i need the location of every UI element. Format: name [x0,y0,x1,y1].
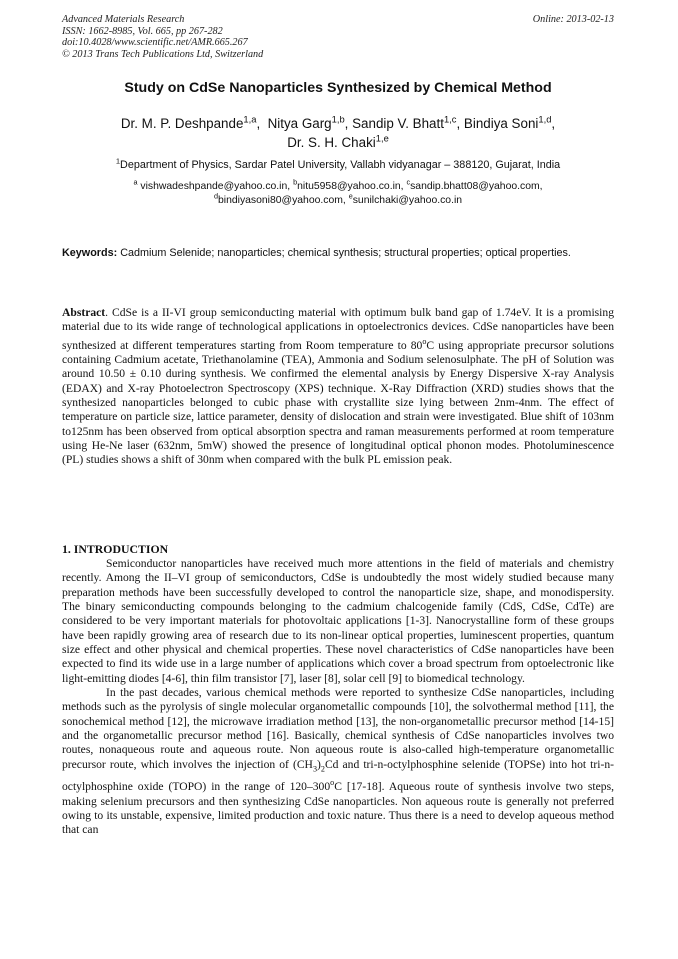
author-name: Dr. S. H. Chaki [287,135,376,150]
keywords-text: Cadmium Selenide; nanoparticles; chemical synthesis; structural properties; optical properties. [120,247,571,259]
abstract [62,306,614,468]
paragraph: Semiconductor nanoparticles have received much more attentions in the field of materials and chemistry recently. Among the II–VI group of semiconductors, CdSe is undoubtedly the most widely studied because many preparation methods have been successfully developed to control the nanoparticle size, shape, and monodispersity. The binary semiconducting compounds belonging to the cadmium chalcogenide family (CdS, CdSe, CdTe) are considered to be very important materials for photovoltaic applications [1-3]. Nanocrystalline form of these groups have been rapidly growing area of research due to its non-linear optical properties, luminescent properties, quantum size effect and other physical and chemical properties. These novel characteristics of CdSe nanoparticles have been expected to find its wide use in a large number of applications which cover a broad spectrum from optoelectronic like light-emitting diodes [4-6], thin film transistor [7], laser [8], solar cell [9] to biomedical technology. [62,557,614,685]
email-list: $^a$ vishwadeshpande@yahoo.co.in, $^b$nitu5958@yahoo.co.in, $^c$sandip.bhatt08@yahoo.com, $^d$bindiyasoni80@yahoo.com, $^e$sunilchaki@yahoo.co.in [133,177,543,206]
email-address: nitu5958@yahoo.co.in [297,181,401,192]
affiliation-text: Department of Physics, Sardar Patel University, Vallabh vidyanagar – 388120, Gujarat, India [120,159,561,171]
abstract-text-2: C using appropriate precursor solutions containing Cadmium acetate, Triethanolamine (TEA), Ammonia and Sodium selenosulphate. The pH of Solution was around 10.50 ± 0.10 during synthesis. We confirmed the elemental analysis by Energy Dispersive X-ray Analysis (EDAX) and X-ray Photoelectron Spectroscopy (XPS) technique. X-Ray Diffraction (XRD) studies shows that the synthesized nanoparticles belonged to cubic phase with crystallite size lying between 2nm-4nm. The effect of temperature on particle size, lattice parameter, density of dislocation and strain were investigated. Blue shift of 103nm to125nm has been observed from optical absorption spectra and raman measurements performed at room temperature using He-Ne laser (632nm, 5mW) showed the presence of longitudinal optical phonon modes. Photoluminescence (PL) studies shows a shift of 30nm when compared with the bulk PL emission peak. [62,338,615,467]
section-heading: 1. INTRODUCTION [62,542,169,556]
email-address: sandip.bhatt08@yahoo.com [410,181,540,192]
journal-doi: doi:10.4028/www.scientific.net/AMR.665.267 [62,37,248,49]
author-sup: 1,c [443,114,457,125]
keywords-label: Keywords: [62,247,118,259]
email-sup: d [213,191,218,201]
subscript: 2 [320,764,325,774]
paragraph-text: In the past decades, various chemical methods were reported to synthesize CdSe nanoparticles, including methods such as the pyrolysis of single molecular organometallic compounds [10], the solvothermal method [11], the sonochemical method [12], the microwave irradiation method [13], the non-organometallic precursor method [14-15] and the organometallic precursor method [16]. Basically, chemical synthesis of CdSe nanoparticles involves two routes, nonaqueous route and aqueous route. Non aqueous route is also-called high-temperature organometallic precursor route, which involves the injection of (CH [62,686,614,771]
journal-issn: ISSN: 1662-8985, Vol. 665, pp 267-282 [62,25,223,37]
email-sup: e [348,191,353,201]
affiliation [62,156,614,171]
email-sup: c [406,177,411,187]
author-name: Sandip V. Bhatt [352,116,444,131]
paper-title: Study on CdSe Nanoparticles Synthesized by Chemical Method [124,80,552,96]
keywords [62,246,614,260]
author-sup: 1,e [375,133,389,144]
journal-header [62,14,263,60]
paragraph [62,686,614,838]
abstract-text-1: . CdSe is a II-VI group semiconducting material with optimum bulk band gap of 1.74eV. It is a promising material due to its wide range of technological applications in optoelectronics devices. CdSe nanoparticles have been synthesized at different temperatures starting from Room temperature to 80 [62,306,614,352]
email-sup: a [133,177,138,187]
author-sup: 1,d [538,114,552,125]
online-date: Online: 2013-02-13 [532,14,614,25]
email-address: vishwadeshpande@yahoo.co.in [140,181,288,192]
author-name: Bindiya Soni [463,116,539,131]
email-address: sunilchaki@yahoo.co.in [352,195,463,206]
affiliation-sup: 1 [115,156,121,166]
introduction-body [62,557,614,838]
paragraph-text: Cd and tri-n-octylphosphine selenide (TOPSe) into hot tri-n-octylphosphine oxide (TOPO) in the range of 120–300 [62,757,614,794]
author-list: Dr. M. P. Deshpande$^{1,a}$, Nitya Garg$^{1,b}$, Sandip V. Bhatt$^{1,c}$, Bindiya Soni$^{1,d}$, Dr. S. H. Chaki$^{1,e}$ [120,114,556,150]
journal-copyright: © 2013 Trans Tech Publications Ltd, Switzerland [62,48,264,60]
email-address: bindiyasoni80@yahoo.com [217,195,343,206]
author-sup: 1,b [331,114,345,125]
abstract-label: Abstract [62,306,106,319]
email-sup: b [293,177,298,187]
author-name: Nitya Garg [267,116,332,131]
author-sup: 1,a [243,114,257,125]
paragraph-text: C [17-18]. Aqueous route of synthesis involve two steps, making selenium precursors and then synthesizing CdSe nanoparticles. Non aqueous route is generally not preferred owing to its unstable, expensive, limited production and toxic nature. Thus there is a need to develop aqueous method that can [62,780,614,837]
subscript: 3 [312,764,317,774]
paragraph-text: ) [317,757,321,771]
degree-sup: o [330,778,335,788]
journal-name: Advanced Materials Research [62,14,185,25]
author-name: Dr. M. P. Deshpande [120,116,244,131]
degree-sup: o [422,336,427,346]
